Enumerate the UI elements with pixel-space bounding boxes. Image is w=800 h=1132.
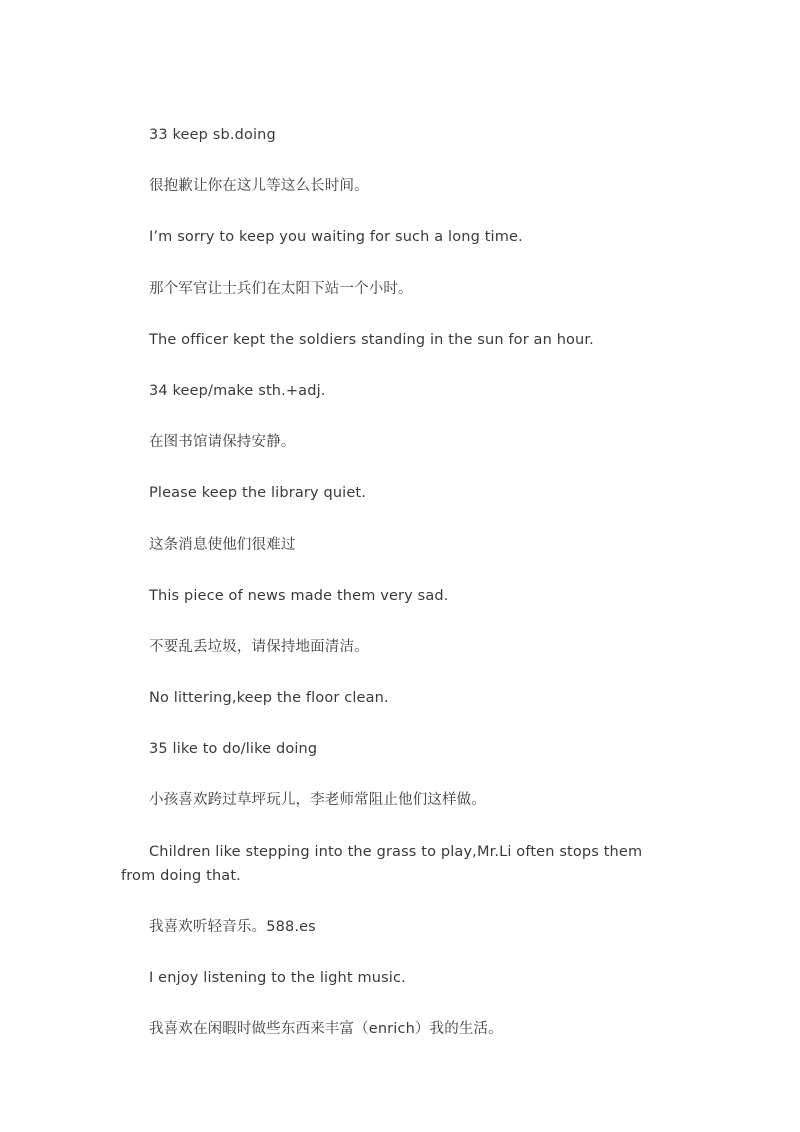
english-sentence: Children like stepping into the grass to play,Mr.Li often stops them from doing that. xyxy=(121,843,643,884)
document-body xyxy=(121,123,666,1068)
english-sentence: The officer kept the soldiers standing in the sun for an hour. xyxy=(149,331,594,348)
chinese-sentence: 在图书馆请保持安静。 xyxy=(149,434,296,451)
english-sentence: No littering,keep the floor clean. xyxy=(149,690,389,707)
chinese-sentence: 很抱歉让你在这儿等这么长时间。 xyxy=(149,178,369,195)
chinese-sentence: 这条消息使他们很难过 xyxy=(149,536,296,553)
chinese-sentence: 我喜欢听轻音乐。588.es xyxy=(149,918,316,935)
english-sentence: Please keep the library quiet. xyxy=(149,485,367,502)
chinese-sentence: 我喜欢在闲暇时做些东西来丰富（enrich）我的生活。 xyxy=(149,1021,503,1038)
chinese-sentence: 不要乱丢垃圾，请保持地面清洁。 xyxy=(149,638,369,655)
english-sentence: This piece of news made them very sad. xyxy=(149,587,449,604)
section-heading: 34 keep/make sth.+adj. xyxy=(149,382,326,399)
section-heading: 35 like to do/like doing xyxy=(149,741,318,758)
section-heading: 33 keep sb.doing xyxy=(149,127,276,143)
english-sentence: I enjoy listening to the light music. xyxy=(149,970,406,986)
chinese-sentence: 小孩喜欢跨过草坪玩儿，李老师常阻止他们这样做。 xyxy=(149,792,486,809)
chinese-sentence: 那个军官让士兵们在太阳下站一个小时。 xyxy=(149,280,413,297)
english-sentence: I’m sorry to keep you waiting for such a long time. xyxy=(149,229,523,246)
